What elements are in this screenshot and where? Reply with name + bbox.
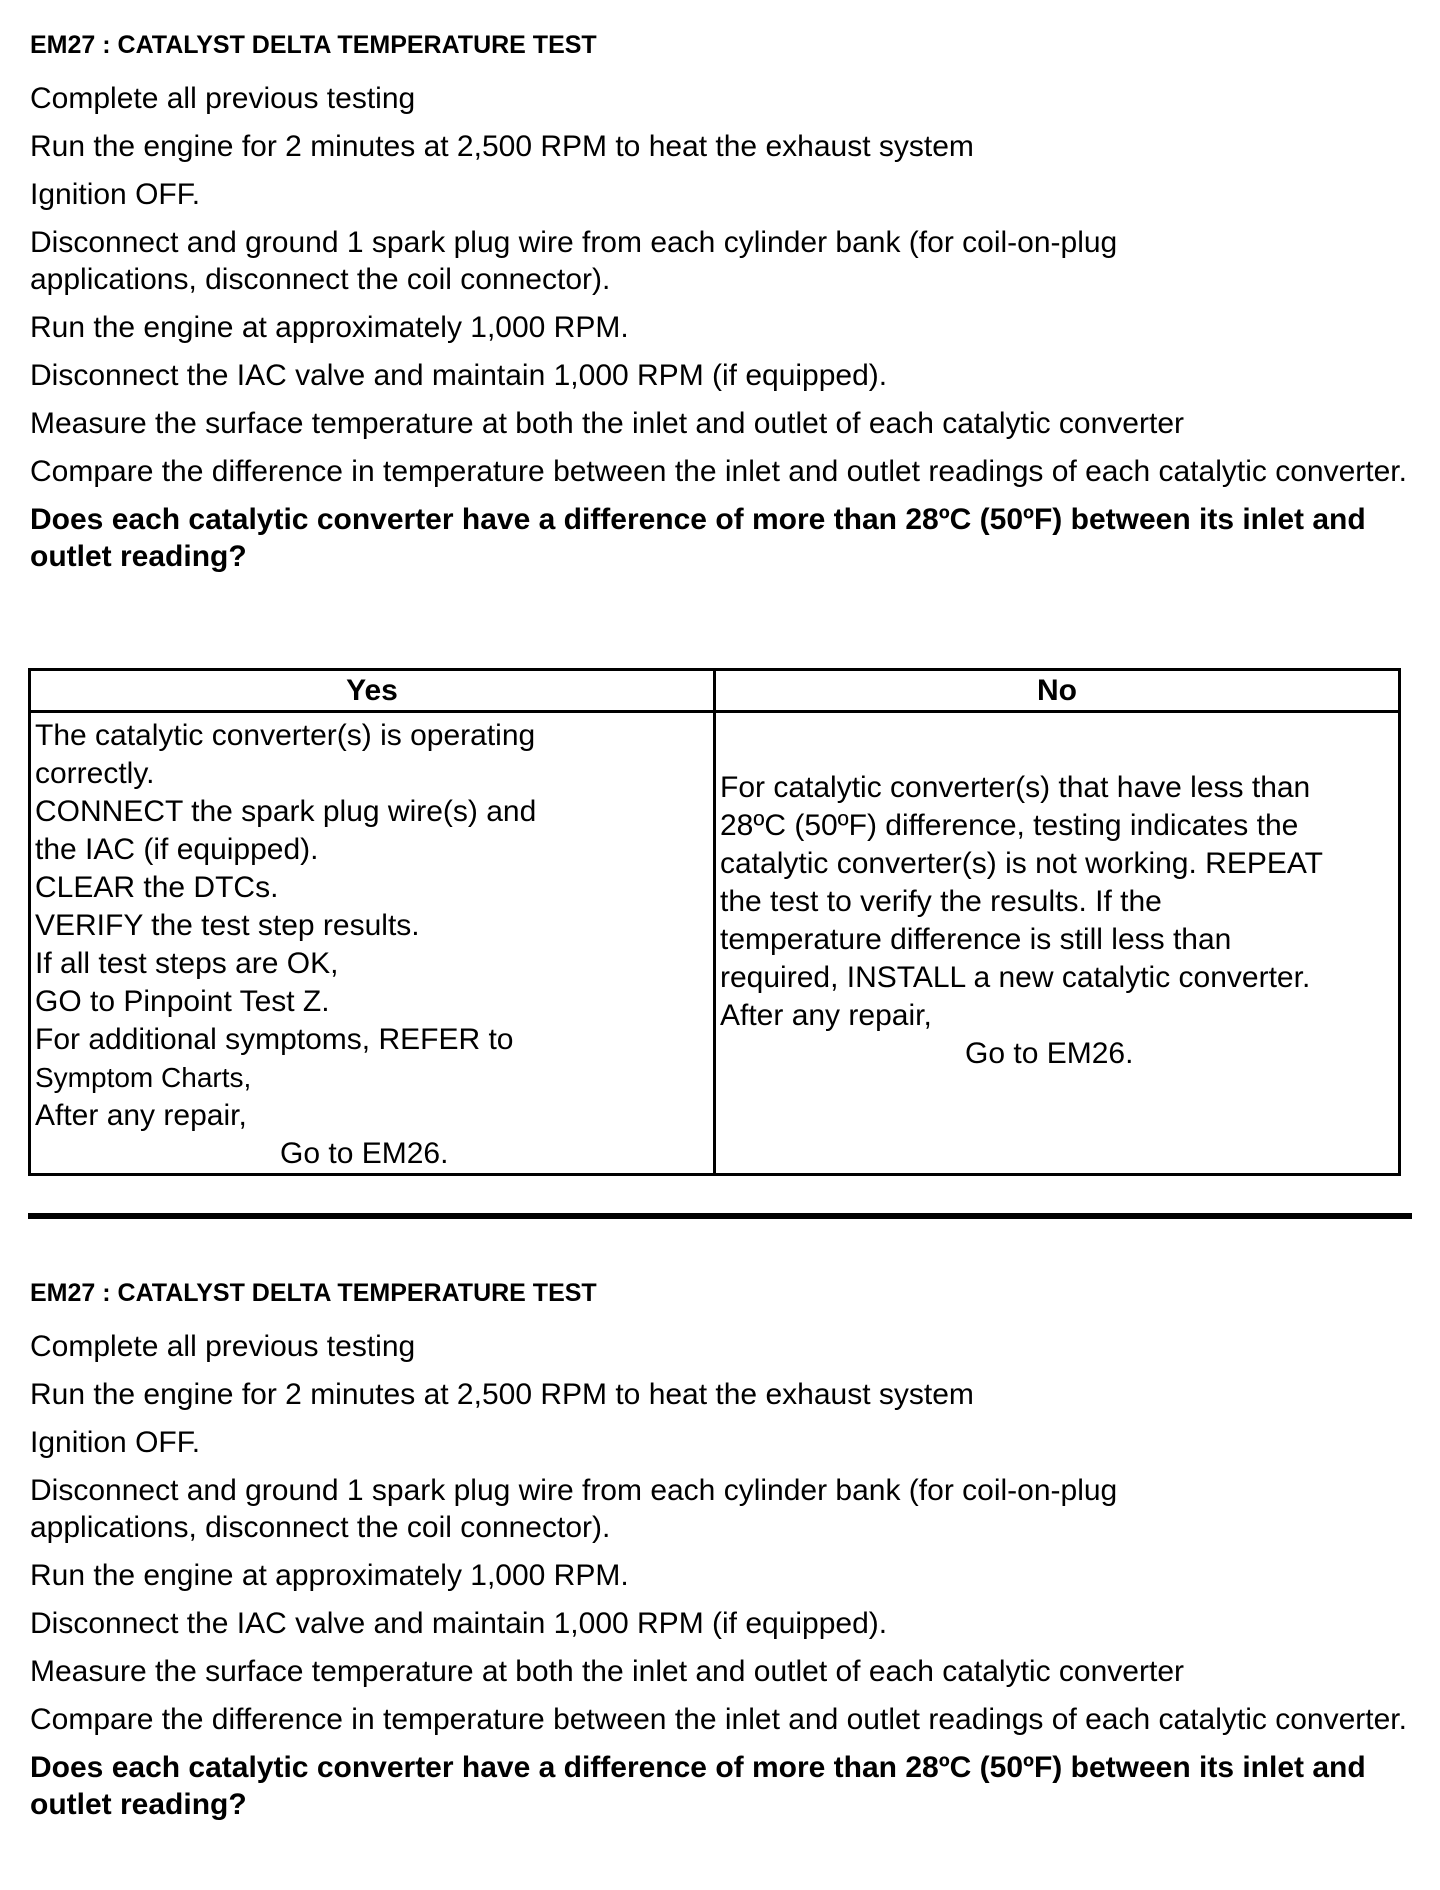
decision-question: Does each catalytic converter have a difference of more than 28ºC (50ºF) between its inlet and outlet reading? <box>30 1750 1366 1821</box>
step-6: Disconnect the IAC valve and maintain 1,000 RPM (if equipped). <box>30 358 888 392</box>
no-line: 28ºC (50ºF) difference, testing indicates the <box>720 809 1299 842</box>
step-4: Disconnect and ground 1 spark plug wire from each cylinder bank (for coil-on-plug applications, disconnect the coil connector). <box>30 1473 1118 1544</box>
step-6: Disconnect the IAC valve and maintain 1,000 RPM (if equipped). <box>30 1606 888 1640</box>
step-2: Run the engine for 2 minutes at 2,500 RPM to heat the exhaust system <box>30 129 974 163</box>
yes-cell <box>30 712 715 1175</box>
step-1: Complete all previous testing <box>30 1329 416 1363</box>
decision-question: Does each catalytic converter have a difference of more than 28ºC (50ºF) between its inlet and outlet reading? <box>30 502 1366 573</box>
yes-line: If all test steps are OK, <box>35 947 339 980</box>
table-body-row <box>30 712 1400 1175</box>
yes-line: correctly. <box>35 757 155 790</box>
step-7: Measure the surface temperature at both the inlet and outlet of each catalytic converter <box>30 406 1184 440</box>
yes-line: GO to Pinpoint Test Z. <box>35 985 330 1018</box>
table-header-row <box>30 670 1400 712</box>
step-1: Complete all previous testing <box>30 81 416 115</box>
no-goto-link: Go to EM26. <box>965 1037 1134 1070</box>
no-line: the test to verify the results. If the <box>720 885 1162 918</box>
step-8: Compare the difference in temperature between the inlet and outlet readings of each catalytic converter. <box>30 454 1407 488</box>
no-line: temperature difference is still less than <box>720 923 1232 956</box>
no-line: catalytic converter(s) is not working. REPEAT <box>720 847 1323 880</box>
step-5: Run the engine at approximately 1,000 RPM. <box>30 310 629 344</box>
yes-header: Yes <box>30 670 715 712</box>
step-8: Compare the difference in temperature between the inlet and outlet readings of each catalytic converter. <box>30 1702 1407 1736</box>
step-3: Ignition OFF. <box>30 1425 201 1459</box>
test-section-bottom <box>30 1280 1420 1823</box>
yes-line: The catalytic converter(s) is operating <box>35 719 536 752</box>
yes-line: CLEAR the DTCs. <box>35 871 279 904</box>
test-heading: EM27 : CATALYST DELTA TEMPERATURE TEST <box>30 1279 597 1307</box>
no-header: No <box>715 670 1400 712</box>
step-7: Measure the surface temperature at both the inlet and outlet of each catalytic converter <box>30 1654 1184 1688</box>
step-3: Ignition OFF. <box>30 177 201 211</box>
no-line: required, INSTALL a new catalytic converter. <box>720 961 1311 994</box>
test-section-top <box>30 32 1420 575</box>
yes-line: CONNECT the spark plug wire(s) and <box>35 795 537 828</box>
yes-goto-link: Go to EM26. <box>280 1137 449 1170</box>
yes-line: VERIFY the test step results. <box>35 909 420 942</box>
no-line: After any repair, <box>720 999 932 1032</box>
yes-line: Symptom Charts, <box>35 1062 252 1093</box>
step-5: Run the engine at approximately 1,000 RPM. <box>30 1558 629 1592</box>
step-2: Run the engine for 2 minutes at 2,500 RPM to heat the exhaust system <box>30 1377 974 1411</box>
no-line: For catalytic converter(s) that have less than <box>720 771 1311 804</box>
no-cell-content <box>720 769 1394 1073</box>
yes-line: For additional symptoms, REFER to <box>35 1023 514 1056</box>
section-divider <box>28 1213 1412 1219</box>
yes-line: After any repair, <box>35 1099 247 1132</box>
no-cell <box>715 712 1400 1175</box>
test-heading: EM27 : CATALYST DELTA TEMPERATURE TEST <box>30 31 597 59</box>
step-4: Disconnect and ground 1 spark plug wire from each cylinder bank (for coil-on-plug applications, disconnect the coil connector). <box>30 225 1118 296</box>
decision-table <box>28 668 1401 1176</box>
yes-line: the IAC (if equipped). <box>35 833 319 866</box>
